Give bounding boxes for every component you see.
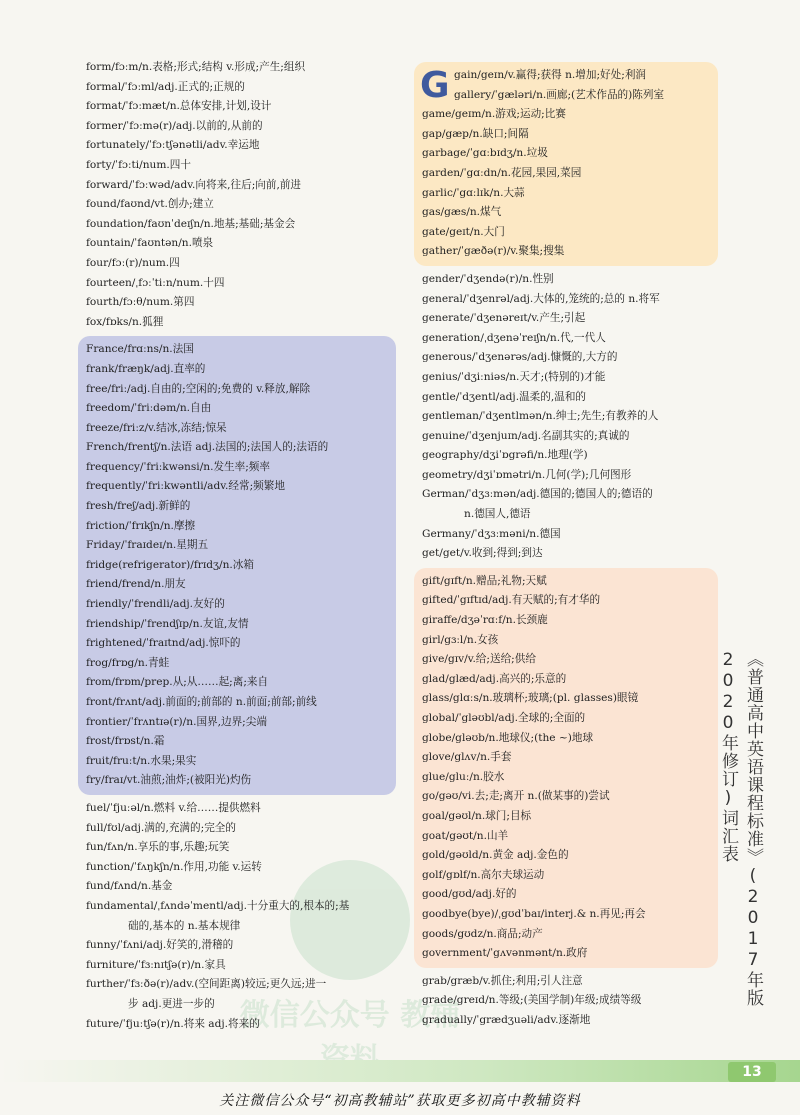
vocab-entry: future/ˈfjuːtʃə(r)/n.将来 adj.将来的 [86,1017,260,1030]
vocab-entry: French/frentʃ/n.法语 adj.法国的;法国人的;法语的 [86,441,329,454]
vocab-entry: good/gʊd/adj.好的 [422,888,517,901]
vocab-entry: geography/dʒiˈɒgrəfi/n.地理(学) [422,449,588,462]
vocab-entry: goal/gəʊl/n.球门;目标 [422,809,532,822]
vocab-entry: fourteen/ˌfɔːˈtiːn/num.十四 [86,276,225,289]
footer-note: 关注微信公众号“初高教辅站”获取更多初高中教辅资料 [219,1093,581,1109]
vocab-entry: glad/glæd/adj.高兴的;乐意的 [422,672,567,685]
vocab-entry: gallery/ˈgæləri/n.画廊;(艺术作品的)陈列室 [454,88,665,101]
vocab-entry: glove/glʌv/n.手套 [422,751,512,764]
vocab-entry: grab/græb/v.抓住;利用;引人注意 [422,974,583,987]
vocab-entry: German/ˈdʒɜːmən/adj.德国的;德国人的;德语的 [422,488,653,501]
vocab-entry: France/frɑːns/n.法国 [86,343,194,356]
vocab-entry: grade/greɪd/n.等级;(美国学制)年级;成绩等级 [422,994,642,1007]
section-plain [414,270,718,564]
vocab-entry: Germany/ˈdʒɜːməni/n.德国 [422,527,561,540]
entry-continuation: 础的,基本的 n.基本规律 [128,919,241,932]
vocab-entry: fridge(refrigerator)/frɪdʒ/n.冰箱 [86,558,254,571]
page-number: 13 [728,1062,776,1082]
vocab-entry: frequently/ˈfriːkwəntli/adv.经常;频繁地 [86,480,285,493]
vocab-entry: garlic/ˈgɑːlɪk/n.大蒜 [422,186,525,199]
vocab-entry: fry/fraɪ/vt.油煎;油炸;(被阳光)灼伤 [86,774,252,787]
vocab-entry: gifted/ˈgɪftɪd/adj.有天赋的;有才华的 [422,594,601,607]
vocab-entry: fountain/ˈfaʊntən/n.喷泉 [86,237,214,250]
vocab-entry: form/fɔːm/n.表格;形式;结构 v.形成;产生;组织 [86,61,306,73]
vocab-entry: free/friː/adj.自由的;空闲的;免费的 v.释放,解除 [86,382,311,395]
vocab-entry: frontier/ˈfrʌntɪə(r)/n.国界,边界;尖端 [86,715,267,728]
vocab-entry: function/ˈfʌŋkʃn/n.作用,功能 v.运转 [86,860,262,873]
vocab-entry: fruit/fruːt/n.水果;果实 [86,754,197,767]
vocab-entry: gender/ˈdʒendə(r)/n.性别 [422,272,554,285]
section-plain [78,799,396,1034]
vocab-entry: fourth/fɔːθ/num.第四 [86,296,195,309]
vocab-entry: gentleman/ˈdʒentlmən/n.绅士;先生;有教养的人 [422,410,659,423]
vocab-entry: golf/gɒlf/n.高尔夫球运动 [422,868,545,881]
vocab-entry: government/ˈgʌvənmənt/n.政府 [422,947,588,960]
vocab-entry: foundation/faʊnˈdeɪʃn/n.地基;基础;基金会 [86,217,296,230]
vocab-entry: gap/gæp/n.缺口;间隔 [422,127,529,140]
vocab-entry: gate/geɪt/n.大门 [422,225,505,238]
vocab-entry: full/fʊl/adj.满的,充满的;完全的 [86,821,236,834]
vocab-entry: gentle/ˈdʒentl/adj.温柔的,温和的 [422,390,587,403]
vocab-entry: fund/fʌnd/n.基金 [86,880,173,893]
vocab-entry: from/frɒm/prep.从;从……起;离;来自 [86,676,269,689]
vocab-entry: fresh/freʃ/adj.新鲜的 [86,500,191,513]
vocab-entry: girl/gɜːl/n.女孩 [422,633,499,646]
vocab-entry: frequency/ˈfriːkwənsi/n.发生率;频率 [86,460,270,473]
vocab-entry: front/frʌnt/adj.前面的;前部的 n.前面;前部;前线 [86,696,317,708]
entry-continuation: n.德国人,德语 [464,508,531,521]
vocab-entry: glue/gluː/n.胶水 [422,770,505,783]
vocab-entry: fortunately/ˈfɔːtʃənətli/adv.幸运地 [86,139,260,152]
vocab-entry: generous/ˈdʒenərəs/adj.慷慨的,大方的 [422,351,618,364]
vocab-entry: game/geɪm/n.游戏;运动;比赛 [422,108,566,121]
section-yellow [414,62,718,266]
vocab-entry: generation/ˌdʒenəˈreɪʃn/n.代,一代人 [422,331,606,344]
vocab-entry: friendship/ˈfrendʃɪp/n.友谊,友情 [86,617,249,630]
section-plain [414,972,718,1031]
vocab-entry: gold/gəʊld/n.黄金 adj.金色的 [422,849,569,862]
section-blue [78,336,396,795]
vocab-entry: forty/ˈfɔːti/num.四十 [86,158,191,171]
side-title: 《普通高中英语课程标准》(2017年版2020年修订)词汇表 [718,650,763,1007]
right-column [414,58,718,1031]
vocab-entry: generate/ˈdʒenəreɪt/v.产生;引起 [422,312,586,325]
vocab-entry: furniture/ˈfɜːnɪtʃə(r)/n.家具 [86,958,226,971]
vocab-entry: forward/ˈfɔːwəd/adv.向将来,往后;向前,前进 [86,178,302,191]
vocab-entry: geometry/dʒiˈɒmətri/n.几何(学);几何图形 [422,468,632,481]
vocab-entry: genuine/ˈdʒenjuɪn/adj.名副其实的;真诚的 [422,429,630,442]
watermark-text: 微信公众号 教辅 [239,998,461,1033]
vocab-entry: global/ˈgləʊbl/adj.全球的;全面的 [422,712,586,724]
vocab-entry: garbage/ˈgɑːbɪdʒ/n.垃圾 [422,147,548,160]
left-column [78,58,396,1034]
vocab-entry: go/gəʊ/vi.去;走;离开 n.(做某事的)尝试 [422,790,610,803]
vocab-entry: found/faʊnd/vt.创办;建立 [86,198,214,211]
vocab-entry: fun/fʌn/n.享乐的事,乐趣;玩笑 [86,841,230,854]
section-orange [414,568,718,968]
vocab-entry: goodbye(bye)/ˌgʊdˈbaɪ/interj.& n.再见;再会 [422,907,646,920]
footer-bar [0,1060,800,1082]
vocab-entry: gain/geɪn/v.赢得;获得 n.增加;好处;利润 [454,69,647,81]
vocab-entry: globe/gləʊb/n.地球仪;(the ~)地球 [422,731,594,744]
vocab-entry: genius/ˈdʒiːniəs/n.天才;(特别的)才能 [422,370,606,383]
vocab-entry: gather/ˈgæðə(r)/v.聚集;搜集 [422,245,565,258]
vocab-entry: four/fɔː(r)/num.四 [86,256,180,269]
vocab-entry: fuel/ˈfjuːəl/n.燃料 v.给……提供燃料 [86,801,261,814]
vocab-entry: general/ˈdʒenrəl/adj.大体的,笼统的;总的 n.将军 [422,292,660,305]
vocab-entry: goods/gʊdz/n.商品;动产 [422,927,543,940]
entry-continuation: 步 adj.更进一步的 [128,997,215,1010]
vocab-entry: friendly/ˈfrendli/adj.友好的 [86,598,225,611]
vocab-entry: fundamental/ˌfʌndəˈmentl/adj.十分重大的,根本的;基 [86,899,350,912]
vocab-entry: former/ˈfɔːmə(r)/adj.以前的,从前的 [86,119,263,132]
vocab-entry: frog/frɒg/n.青蛙 [86,656,170,669]
vocab-entry: formal/ˈfɔːml/adj.正式的;正规的 [86,80,245,93]
vocab-entry: friend/frend/n.朋友 [86,578,186,591]
vocab-entry: format/ˈfɔːmæt/n.总体安排,计划,设计 [86,100,272,113]
section-plain [78,58,396,332]
vocab-entry: freedom/ˈfriːdəm/n.自由 [86,402,212,415]
vocab-entry: glass/glɑːs/n.玻璃杯;玻璃;(pl. glasses)眼镜 [422,692,639,705]
vocab-entry: gift/gɪft/n.赠品;礼物;天赋 [422,574,547,587]
vocab-entry: frost/frɒst/n.霜 [86,735,165,748]
vocab-entry: Friday/ˈfraɪdeɪ/n.星期五 [86,539,209,552]
vocab-entry: get/get/v.收到;得到;到达 [422,547,543,560]
vocab-entry: giraffe/dʒəˈrɑːf/n.长颈鹿 [422,614,548,627]
vocab-entry: further/ˈfɜːðə(r)/adv.(空间距离)较远;更久远;进一 [86,978,327,991]
vocab-entry: gas/gæs/n.煤气 [422,206,502,219]
vocab-entry: freeze/friːz/v.结冰,冻结;惊呆 [86,421,227,434]
section-letter: G [420,65,450,106]
vocab-entry: gradually/ˈgrædʒuəli/adv.逐渐地 [422,1013,591,1026]
vocab-entry: goat/gəʊt/n.山羊 [422,829,509,842]
vocab-entry: garden/ˈgɑːdn/n.花园,果园,菜园 [422,166,582,179]
vocab-entry: friction/ˈfrɪkʃn/n.摩擦 [86,519,196,532]
vocab-entry: fox/fɒks/n.狐狸 [86,315,164,328]
vocab-entry: frank/fræŋk/adj.直率的 [86,362,206,375]
vocab-entry: give/gɪv/v.给;送给;供给 [422,653,536,666]
vocab-entry: frightened/ˈfraɪtnd/adj.惊吓的 [86,637,241,650]
vocab-entry: funny/ˈfʌni/adj.好笑的,滑稽的 [86,939,234,952]
